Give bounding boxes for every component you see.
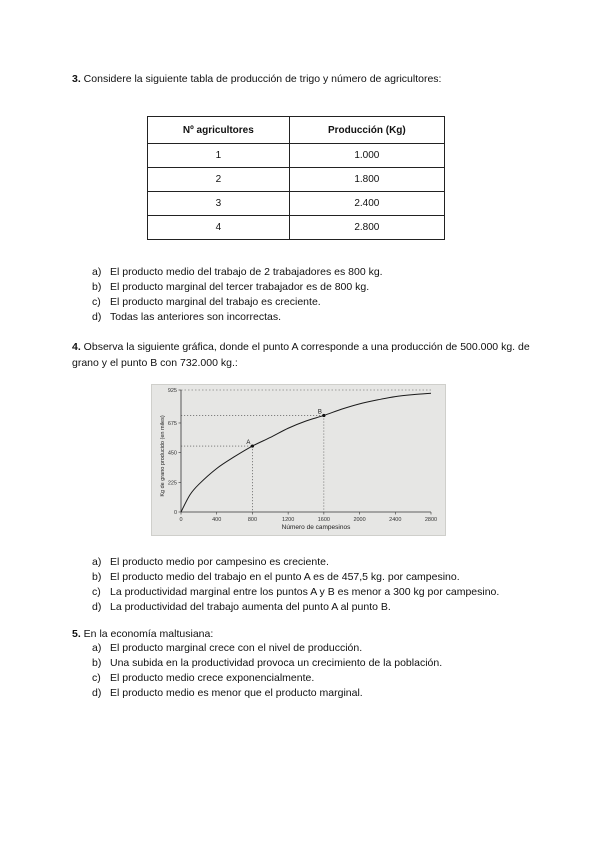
x-tick-label: 400 [212,517,222,523]
question-4-stem [72,339,542,371]
table-cell: 4 [148,216,290,240]
question-4-options [92,555,552,615]
y-tick-label: 675 [167,420,177,427]
production-chart [151,384,446,536]
option-text: La productividad marginal entre los puntos A y B es menor a 300 kg por campesino. [110,586,500,598]
chart-x-axis-label: Número de campesinos [281,524,351,531]
y-tick-label: 925 [167,388,177,394]
option-text: El producto marginal del trabajo es creciente. [110,296,321,308]
option-letter: c) [92,586,101,598]
table-cell: 2.400 [289,192,444,216]
question-5-stem [72,626,542,642]
table-cell: 2.800 [289,216,444,240]
option-letter: b) [92,657,102,669]
x-tick-label: 1600 [317,517,330,523]
question-3-text: Considere la siguiente tabla de producción de trigo y número de agricultores: [80,73,442,85]
table-cell: 1.000 [289,144,444,168]
option-text: El producto medio del trabajo en el punto A es de 457,5 kg. por campesino. [110,571,460,583]
y-tick-label: 225 [167,480,177,487]
option-letter: b) [92,571,102,583]
option-text: La productividad del trabajo aumenta del punto A al punto B. [110,601,391,613]
point-marker-b [322,414,325,417]
point-label-a: A [246,440,251,447]
table-row [148,144,445,168]
question-4-number: 4. [72,341,81,353]
option-letter: d) [92,687,102,699]
chart-y-axis-label: Kg de grano producido (en miles) [160,415,166,497]
table-header-production: Producción (Kg) [289,117,444,144]
option-text: Todas las anteriores son incorrectas. [110,311,281,323]
point-marker-a [251,444,254,447]
question-5-options [92,641,552,701]
production-table [147,116,445,240]
option-letter: a) [92,642,102,654]
table-header-row [148,117,445,144]
question-3-options [92,265,552,325]
question-3-number: 3. [72,73,81,85]
point-label-b: B [317,409,322,416]
table-cell: 1.800 [289,168,444,192]
x-tick-label: 2400 [389,517,402,523]
chart-svg [151,384,446,536]
option-item [92,570,552,585]
option-letter: a) [92,266,102,278]
y-tick-label: 0 [173,510,177,516]
option-item [92,671,552,686]
question-4-text: Observa la siguiente gráfica, donde el punto A corresponde a una producción de 500.000 kg. de grano y el punto B con 732.000 kg.: [72,341,530,369]
option-letter: c) [92,672,101,684]
chart-curve [181,393,431,512]
option-item [92,280,552,295]
question-5-text: En la economía maltusiana: [80,628,214,640]
x-tick-label: 2000 [353,517,366,523]
option-item [92,656,552,671]
option-item [92,600,552,615]
x-tick-label: 2800 [424,517,438,523]
option-letter: c) [92,296,101,308]
option-item [92,686,552,701]
question-5-number: 5. [72,628,81,640]
table-cell: 3 [148,192,290,216]
table-cell: 2 [148,168,290,192]
option-item [92,310,552,325]
table-row [148,168,445,192]
x-tick-label: 0 [179,517,183,523]
chart-points [181,409,325,512]
table-cell: 1 [148,144,290,168]
option-text: El producto marginal crece con el nivel de producción. [110,642,363,654]
x-tick-label: 800 [247,517,258,523]
option-item [92,585,552,600]
option-letter: b) [92,281,102,293]
chart-ticks [168,388,437,523]
option-letter: d) [92,601,102,613]
y-tick-label: 450 [167,450,177,457]
option-item [92,555,552,570]
option-text: El producto medio por campesino es creciente. [110,556,329,568]
option-letter: a) [92,556,102,568]
option-item [92,295,552,310]
table-header-workers: Nº agricultores [148,117,290,144]
option-text: El producto medio crece exponencialmente. [110,672,315,684]
option-text: El producto medio del trabajo de 2 trabajadores es 800 kg. [110,266,383,278]
option-text: Una subida en la productividad provoca un crecimiento de la población. [110,657,443,669]
question-3-stem [72,71,542,87]
option-letter: d) [92,311,102,323]
option-text: El producto medio es menor que el producto marginal. [110,687,363,699]
production-curve [181,393,431,512]
table-row [148,216,445,240]
option-item [92,641,552,656]
table-row [148,192,445,216]
chart-axes [181,390,431,512]
option-text: El producto marginal del tercer trabajador es de 800 kg. [110,281,370,293]
x-tick-label: 1200 [282,517,295,523]
option-item [92,265,552,280]
